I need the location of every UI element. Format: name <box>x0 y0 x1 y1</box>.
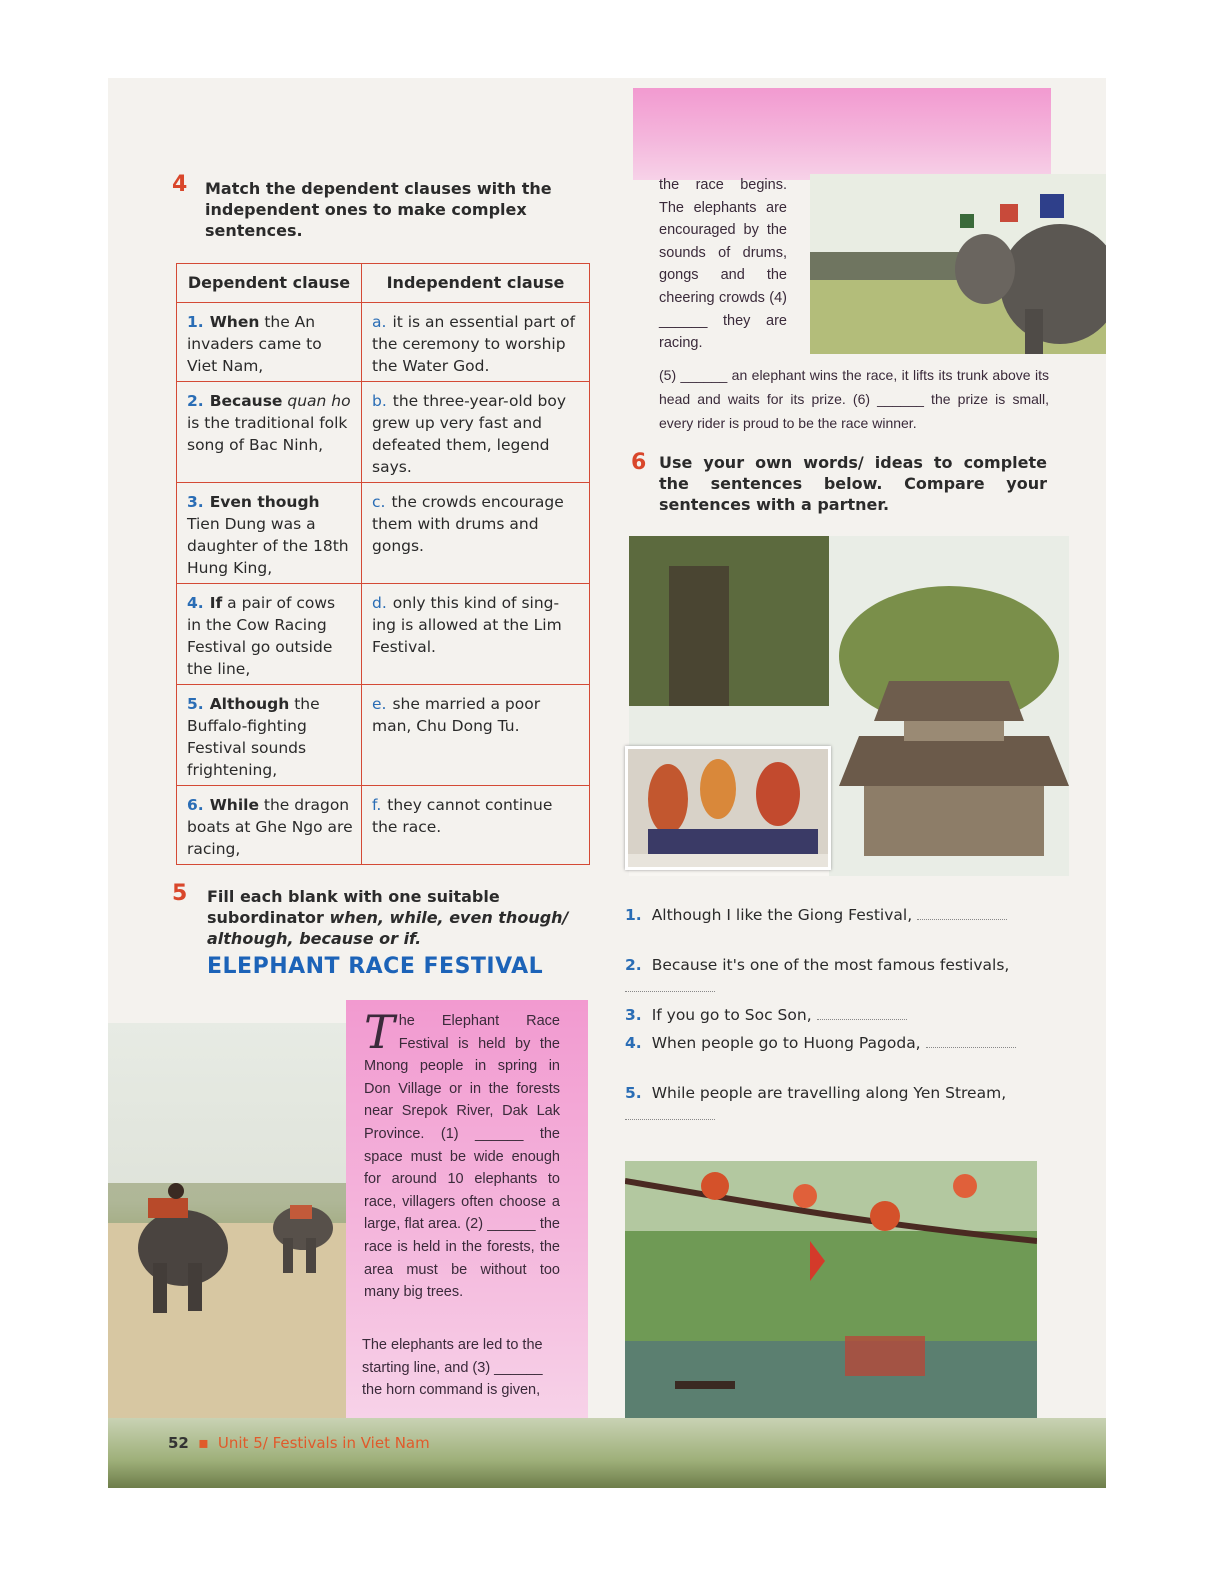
dependent-text: is the traditional folk song of Bac Ninh, <box>187 414 348 454</box>
header-independent: Independent clause <box>362 264 590 303</box>
dependent-clause-cell <box>177 483 362 584</box>
clause-number: 5. <box>187 695 204 713</box>
exercise-4-instruction: Match the dependent clauses with the independent ones to make complex sentences. <box>205 179 552 240</box>
table-row <box>177 584 590 685</box>
subordinator: Although <box>209 695 290 713</box>
independent-text: she married a poor man, Chu Dong Tu. <box>372 695 541 735</box>
elephant-race-title: ELEPHANT RACE FESTIVAL <box>207 954 544 979</box>
answer-blank[interactable] <box>926 1047 1016 1048</box>
answer-blank[interactable] <box>625 991 715 992</box>
exercise-6-instruction: Use your own words/ ideas to complete the sentences below. Compare your sentences with a partner. <box>659 453 1047 514</box>
dependent-text: the dragon boats at Ghe Ngo are racing, <box>187 796 353 858</box>
answer-blank[interactable] <box>817 1019 907 1020</box>
table-row <box>177 382 590 483</box>
subordinator: If <box>209 594 223 612</box>
sentence-item <box>625 904 1050 926</box>
subordinator: Because <box>209 392 283 410</box>
dependent-clause-cell <box>177 786 362 865</box>
independent-text: it is an essential part of the ceremony to worship the Water God. <box>372 313 576 375</box>
dependent-clause-cell <box>177 303 362 382</box>
story-paragraph-1 <box>364 1005 560 1304</box>
sentence-text: When people go to Huong Pagoda, <box>651 1034 921 1052</box>
clause-number: 4. <box>187 594 204 612</box>
independent-text: they cannot continue the race. <box>372 796 553 836</box>
clause-letter: a. <box>372 313 387 331</box>
independent-text: the crowds encourage them with drums and gongs. <box>372 493 564 555</box>
sentence-text: If you go to Soc Son, <box>651 1006 812 1024</box>
independent-clause-cell <box>362 786 590 865</box>
subordinator: Even though <box>209 493 320 511</box>
independent-clause-cell <box>362 303 590 382</box>
clause-letter: d. <box>372 594 387 612</box>
table-row <box>177 786 590 865</box>
clause-number: 1. <box>187 313 204 331</box>
table-row <box>177 483 590 584</box>
italic-term: quan ho <box>287 392 351 410</box>
clause-number: 2. <box>187 392 204 410</box>
answer-blank[interactable] <box>625 1119 715 1120</box>
exercise-5-instruction-main: Fill each blank with one suitable subordinator <box>207 887 500 927</box>
independent-clause-cell <box>362 483 590 584</box>
sentence-text: Although I like the Giong Festival, <box>651 906 913 924</box>
story-text-1: he Elephant Race Festival is held by the Mnong people in spring in Don Village or in the forests near Srepok River, Dak Lak Province. (1) ______ the space must be wide enough for around 10 elephants to race, villagers often choose a large, flat area. (2) ______ the race is held in the forests, the area must be without too many big trees. <box>364 1013 560 1301</box>
dependent-text: a pair of cows in the Cow Racing Festival go outside the line, <box>187 594 336 678</box>
clause-number: 6. <box>187 796 204 814</box>
giong-festival-inset-photo <box>625 746 831 870</box>
sentence-number: 5. <box>625 1084 642 1102</box>
story-paragraph-3: the race begins. The elephants are encouraged by the sounds of drums, gongs and the cheering crowds (4) ______ they are racing. <box>659 177 787 352</box>
story-paragraph-4: (5) ______ an elephant wins the race, it lifts its trunk above its head and waits for its prize. (6) ______ the prize is small, every rider is proud to be the race winner. <box>659 367 1049 431</box>
drop-cap: T <box>364 1005 395 1059</box>
matching-table <box>176 263 590 865</box>
exercise-4-number: 4 <box>172 172 188 197</box>
sentence-item <box>625 1032 1050 1054</box>
dependent-text: the An invaders came to Viet Nam, <box>187 313 322 375</box>
independent-text: only this kind of sing-ing is allowed at the Lim Festival. <box>372 594 562 656</box>
sentence-number: 2. <box>625 956 642 974</box>
sentence-text: Because it's one of the most famous festivals, <box>651 956 1010 974</box>
sentence-item <box>625 1004 1050 1026</box>
elephant-race-photo <box>108 1023 348 1418</box>
exercise-5-instruction <box>207 886 597 949</box>
sentence-item <box>625 1082 1050 1126</box>
independent-clause-cell <box>362 584 590 685</box>
clause-letter: c. <box>372 493 386 511</box>
page-number: 52 <box>168 1434 189 1452</box>
sentence-item <box>625 954 1050 998</box>
sentence-number: 1. <box>625 906 642 924</box>
dependent-clause-cell <box>177 382 362 483</box>
story-paragraph-2: The elephants are led to the starting line, and (3) ______ the horn command is given, <box>362 1337 543 1399</box>
independent-clause-cell <box>362 382 590 483</box>
table-row <box>177 303 590 382</box>
elephant-lineup-photo <box>810 174 1106 354</box>
exercise-5-instruction-words: when, while, even though/ although, because or if. <box>207 908 569 948</box>
unit-title: Unit 5/ Festivals in Viet Nam <box>217 1434 430 1452</box>
header-dependent: Dependent clause <box>177 264 362 303</box>
footer-separator-icon: ▪ <box>197 1433 209 1452</box>
page-footer <box>168 1433 430 1452</box>
answer-blank[interactable] <box>917 919 1007 920</box>
textbook-page <box>108 78 1106 1488</box>
sentence-number: 4. <box>625 1034 642 1052</box>
footer-band <box>108 1418 1106 1488</box>
independent-text: the three-year-old boy grew up very fast and defeated them, legend says. <box>372 392 566 476</box>
exercise-5-number: 5 <box>172 881 188 906</box>
sentence-text: While people are travelling along Yen Stream, <box>651 1084 1007 1102</box>
table-row <box>177 685 590 786</box>
clause-number: 3. <box>187 493 204 511</box>
pink-top-band <box>633 88 1051 180</box>
subordinator: When <box>209 313 260 331</box>
exercise-6-number: 6 <box>631 450 647 475</box>
subordinator: While <box>209 796 259 814</box>
dependent-text: the Buffalo-fighting Festival sounds frightening, <box>187 695 320 779</box>
dependent-clause-cell <box>177 584 362 685</box>
sentence-number: 3. <box>625 1006 642 1024</box>
dependent-clause-cell <box>177 685 362 786</box>
clause-letter: b. <box>372 392 387 410</box>
independent-clause-cell <box>362 685 590 786</box>
dependent-text: Tien Dung was a daughter of the 18th Hung King, <box>187 515 349 577</box>
clause-letter: f. <box>372 796 382 814</box>
clause-letter: e. <box>372 695 387 713</box>
huong-pagoda-photo <box>625 1161 1037 1421</box>
